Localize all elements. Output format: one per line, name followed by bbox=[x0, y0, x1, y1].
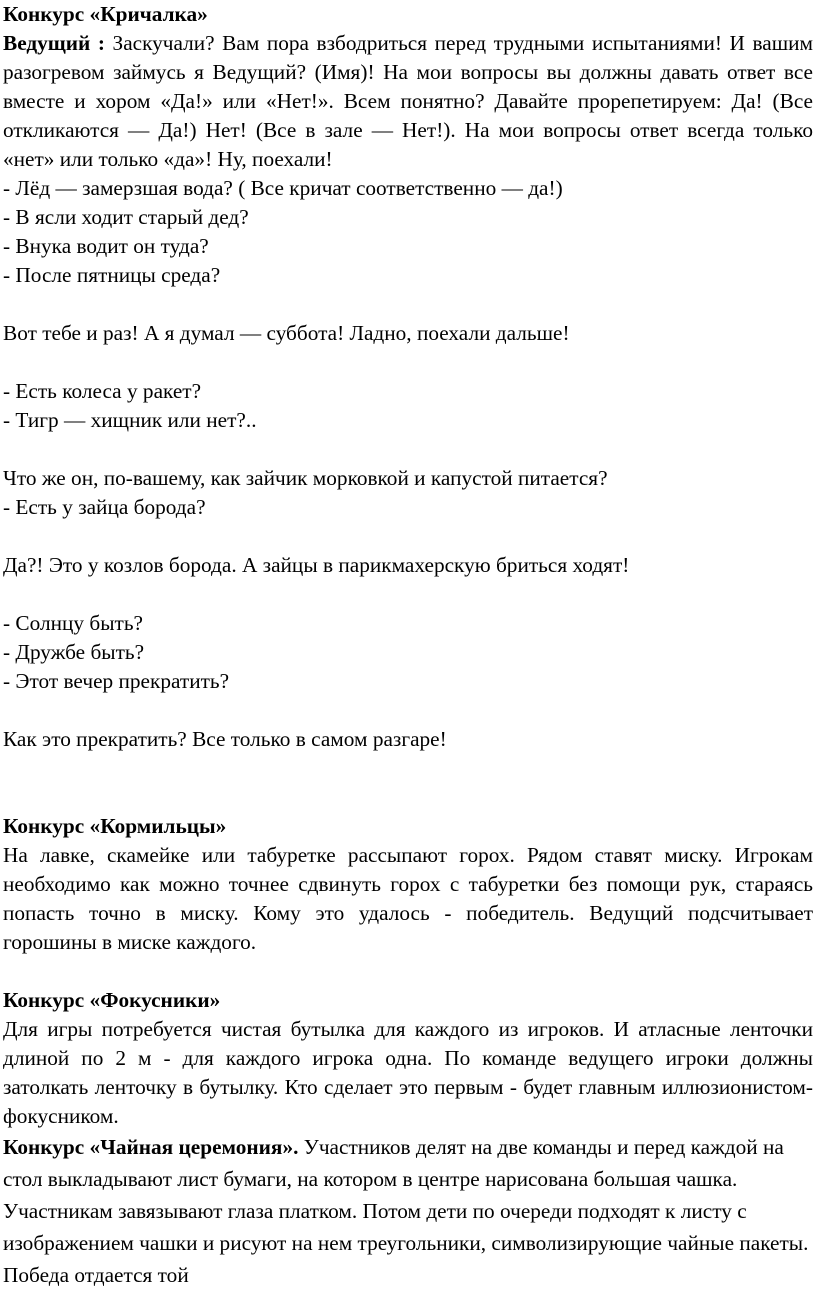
question-line: - Есть колеса у ракет? bbox=[3, 379, 202, 403]
question-line: - После пятницы среда? bbox=[3, 263, 221, 287]
section-title-kormiltsy: Конкурс «Кормильцы» bbox=[3, 814, 227, 838]
host-remark: Что же он, по-вашему, как зайчик морковкой и капустой питается? bbox=[3, 466, 608, 490]
question-line: - Дружбе быть? bbox=[3, 640, 145, 664]
question-line: - Внука водит он туда? bbox=[3, 234, 209, 258]
question-line: - Солнцу быть? bbox=[3, 611, 143, 635]
question-line: - В ясли ходит старый дед? bbox=[3, 205, 249, 229]
section-body-kormiltsy: На лавке, скамейке или табуретке рассыпают горох. Рядом ставят миску. Игрокам необходимо как можно точнее сдвинуть горох с табуретки без помощи рук, стараясь попасть точно в миску. Кому это удалось - победитель. Ведущий подсчитывает горошины в миске каждого. bbox=[3, 843, 813, 954]
host-remark: Вот тебе и раз! А я думал — суббота! Ладно, поехали дальше! bbox=[3, 321, 570, 345]
section-body-tea-ceremony: Участников делят на две команды и перед каждой на стол выкладывают лист бумаги, на котором в центре нарисована большая чашка. Участникам завязывают глаза платком. Потом дети по очереди подходят к листу с изображением чашки и рисуют на нем треугольники, символизирующие чайные пакеты. Победа отдается той bbox=[3, 1135, 809, 1287]
section-title-krichalka: Конкурс «Кричалка» bbox=[3, 2, 208, 26]
host-intro bbox=[3, 29, 813, 174]
question-line: - Этот вечер прекратить? bbox=[3, 669, 230, 693]
section-tea-ceremony bbox=[3, 1131, 813, 1291]
host-label: Ведущий : bbox=[3, 31, 105, 55]
section-title-fokusniki: Конкурс «Фокусники» bbox=[3, 988, 221, 1012]
host-remark: Как это прекратить? Все только в самом разгаре! bbox=[3, 727, 447, 751]
host-intro-text: Заскучали? Вам пора взбодриться перед трудными испытаниями! И вашим разогревом займусь я Ведущий? (Имя)! На мои вопросы вы должны давать ответ все вместе и хором «Да!» или «Нет!». Всем понятно? Давайте прорепетируем: Да! (Все откликаются — Да!) Нет! (Все в зале — Нет!). На мои вопросы ответ всегда только «нет» или только «да»! Ну, поехали! bbox=[3, 31, 813, 171]
question-line: - Есть у зайца борода? bbox=[3, 495, 206, 519]
question-line: - Тигр — хищник или нет?.. bbox=[3, 408, 257, 432]
section-body-fokusniki: Для игры потребуется чистая бутылка для каждого из игроков. И атласные ленточки длиной по 2 м - для каждого игрока одна. По команде ведущего игроки должны затолкать ленточку в бутылку. Кто сделает это первым - будет главным иллюзионистом-фокусником. bbox=[3, 1017, 813, 1128]
question-line: - Лёд — замерзшая вода? ( Все кричат соответственно — да!) bbox=[3, 176, 563, 200]
host-remark: Да?! Это у козлов борода. А зайцы в парикмахерскую бриться ходят! bbox=[3, 553, 630, 577]
section-title-tea-ceremony: Конкурс «Чайная церемония». bbox=[3, 1135, 299, 1159]
